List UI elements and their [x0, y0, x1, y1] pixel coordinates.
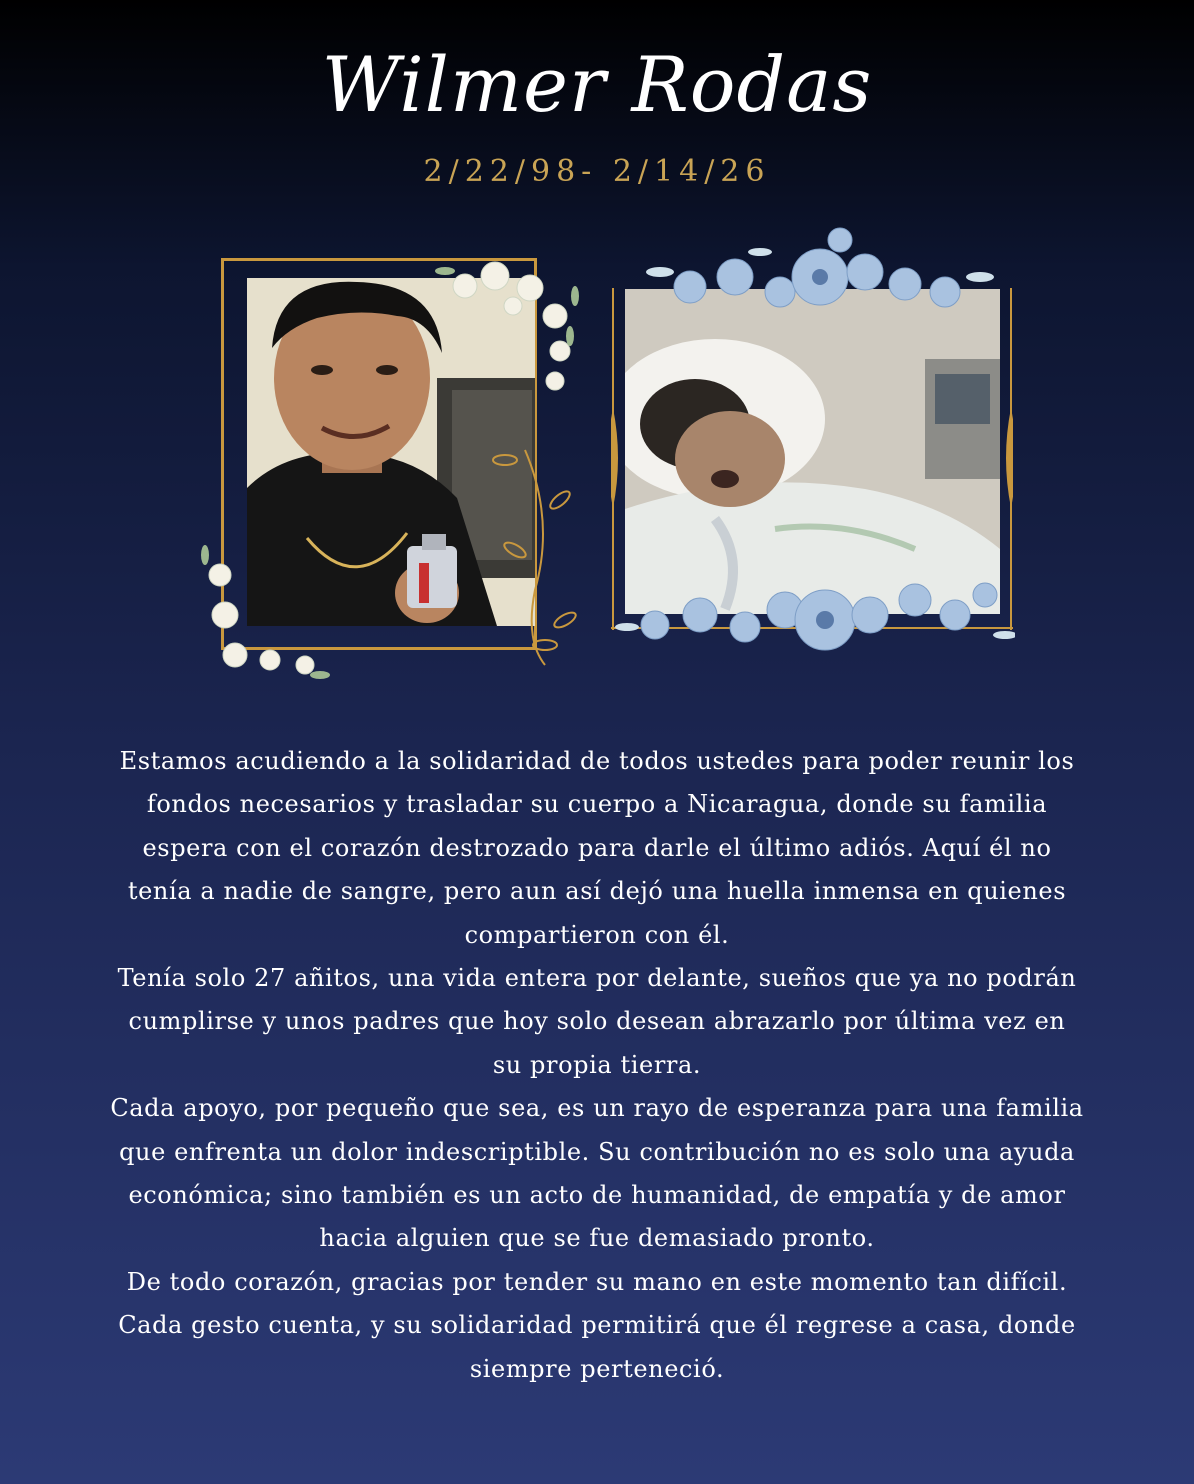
blue-floral-bottom	[615, 555, 1015, 685]
message-paragraph-2: Tenía solo 27 añitos, una vida entera por delante, sueños que ya no podrán cumplirse y unos padres que hoy solo desean abrazarlo por última vez en su propia tierra.	[117, 964, 1077, 1079]
message-paragraph-3: Cada apoyo, por pequeño que sea, es un rayo de esperanza para una familia que enfrenta un dolor indescriptible. Su contribución no es solo una ayuda económica; sino también es un acto de humanidad, de empatía y de amor hacia alguien que se fue demasiado pronto.	[110, 1094, 1084, 1253]
gold-leaf-branch	[485, 440, 585, 670]
life-dates: 2/22/98- 2/14/26	[423, 154, 771, 189]
message-paragraph-1: Estamos acudiendo a la solidaridad de todos ustedes para poder reunir los fondos necesarios y trasladar su cuerpo a Nicaragua, donde su familia espera con el corazón destrozado para darle el último adiós. Aquí él no tenía a nadie de sangre, pero aun así dejó una huella inmensa en quienes compartieron con él.	[119, 747, 1075, 949]
message-paragraph-4: De todo corazón, gracias por tender su mano en este momento tan difícil. Cada gesto cuenta, y su solidaridad permitirá que él regrese a casa, donde siempre perteneció.	[118, 1267, 1076, 1383]
floral-top-right-left-photo	[425, 256, 585, 406]
floral-bottom-left	[195, 545, 335, 685]
fundraiser-message	[110, 740, 1084, 1391]
blue-floral-top	[640, 222, 1000, 332]
page-title: Wilmer Rodas	[321, 40, 873, 129]
